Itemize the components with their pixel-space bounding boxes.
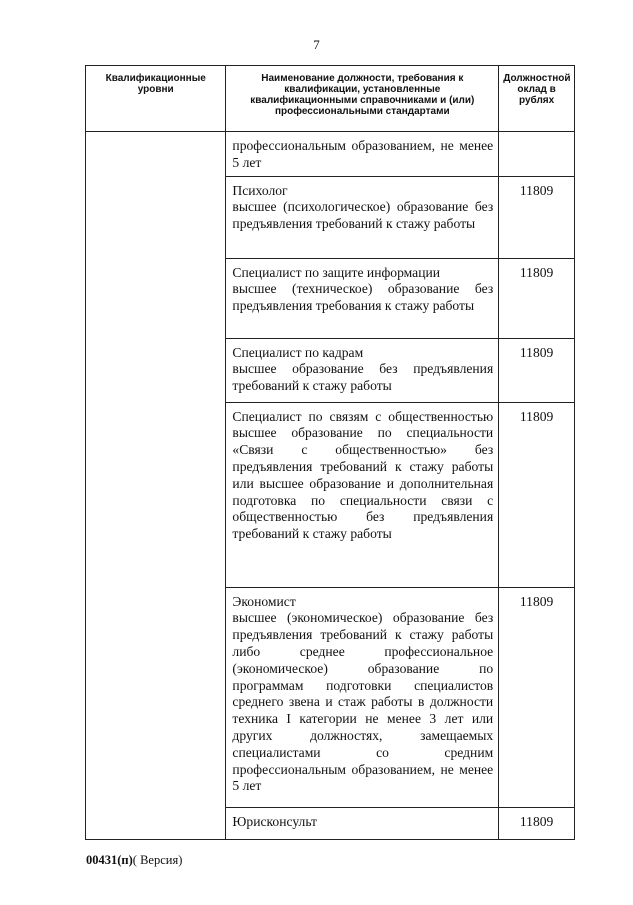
position-text: профессиональным образованием, не менее 5 лет: [232, 138, 494, 170]
salary-value: 11809: [519, 813, 554, 829]
position-cell: [226, 258, 499, 338]
position-requirements: высшее (психологическое) образование без предъявления требований к стажу работы: [232, 199, 494, 232]
document-number: 00431(п): [86, 853, 133, 867]
document-code: [86, 853, 182, 868]
position-title: Психолог: [232, 182, 288, 198]
position-requirements: высшее образование без предъявления требований к стажу работы: [232, 361, 494, 394]
position-requirements: высшее (техническое) образование без предъявления требования к стажу работы: [232, 281, 494, 314]
position-title: Специалист по кадрам: [232, 344, 364, 360]
salary-value: 11809: [519, 344, 554, 360]
salary-cell: [499, 258, 575, 338]
salary-value: 11809: [519, 593, 554, 609]
document-version: ( Версия): [132, 853, 183, 867]
salary-value: 11809: [519, 264, 554, 280]
header-qualification-levels: Квалификационные уровни: [86, 66, 226, 132]
page-number: 7: [313, 37, 320, 52]
level-cell: [86, 132, 226, 840]
position-cell: [226, 807, 499, 839]
salary-value: 11809: [519, 182, 554, 198]
header-salary: Должностной оклад в рублях: [499, 66, 575, 132]
position-requirements: высшее образование по специальности «Связи с общественностью» без предъявления требований к стажу работы или высшее образование и дополнительная подготовка по специальности связи с общественностью без предъявления требований к стажу работы: [232, 425, 494, 542]
qualification-table: [85, 65, 575, 840]
position-requirements: высшее (экономическое) образование без предъявления требований к стажу работы либо среднее профессиональное (экономическое) образование по программам подготовки специалистов среднего звена и стаж работы в должности техника I категории не менее 3 лет или других должностях, замещаемых специалистами со средним профессиональным образованием, не менее 5 лет: [232, 610, 494, 794]
salary-value: 11809: [519, 408, 554, 424]
salary-cell: [499, 807, 575, 839]
position-title: Специалист по защите информации: [232, 264, 441, 280]
position-title: Специалист по связям с общественностью: [232, 408, 494, 424]
position-title: Экономист: [232, 593, 296, 609]
salary-cell: [499, 587, 575, 807]
salary-cell: [499, 402, 575, 587]
position-cell: [226, 587, 499, 807]
position-cell: [226, 176, 499, 258]
position-title: Юрисконсульт: [232, 813, 317, 829]
position-cell: [226, 338, 499, 402]
table-header-row: [86, 66, 575, 132]
header-position-requirements: Наименование должности, требования к квалификации, установленные квалификационными справочниками и (или) профессиональными стандартами: [226, 66, 499, 132]
salary-cell: [499, 338, 575, 402]
position-cell: [226, 132, 499, 177]
position-cell: [226, 402, 499, 587]
salary-cell: [499, 132, 575, 177]
table-row: [86, 132, 575, 177]
salary-cell: [499, 176, 575, 258]
